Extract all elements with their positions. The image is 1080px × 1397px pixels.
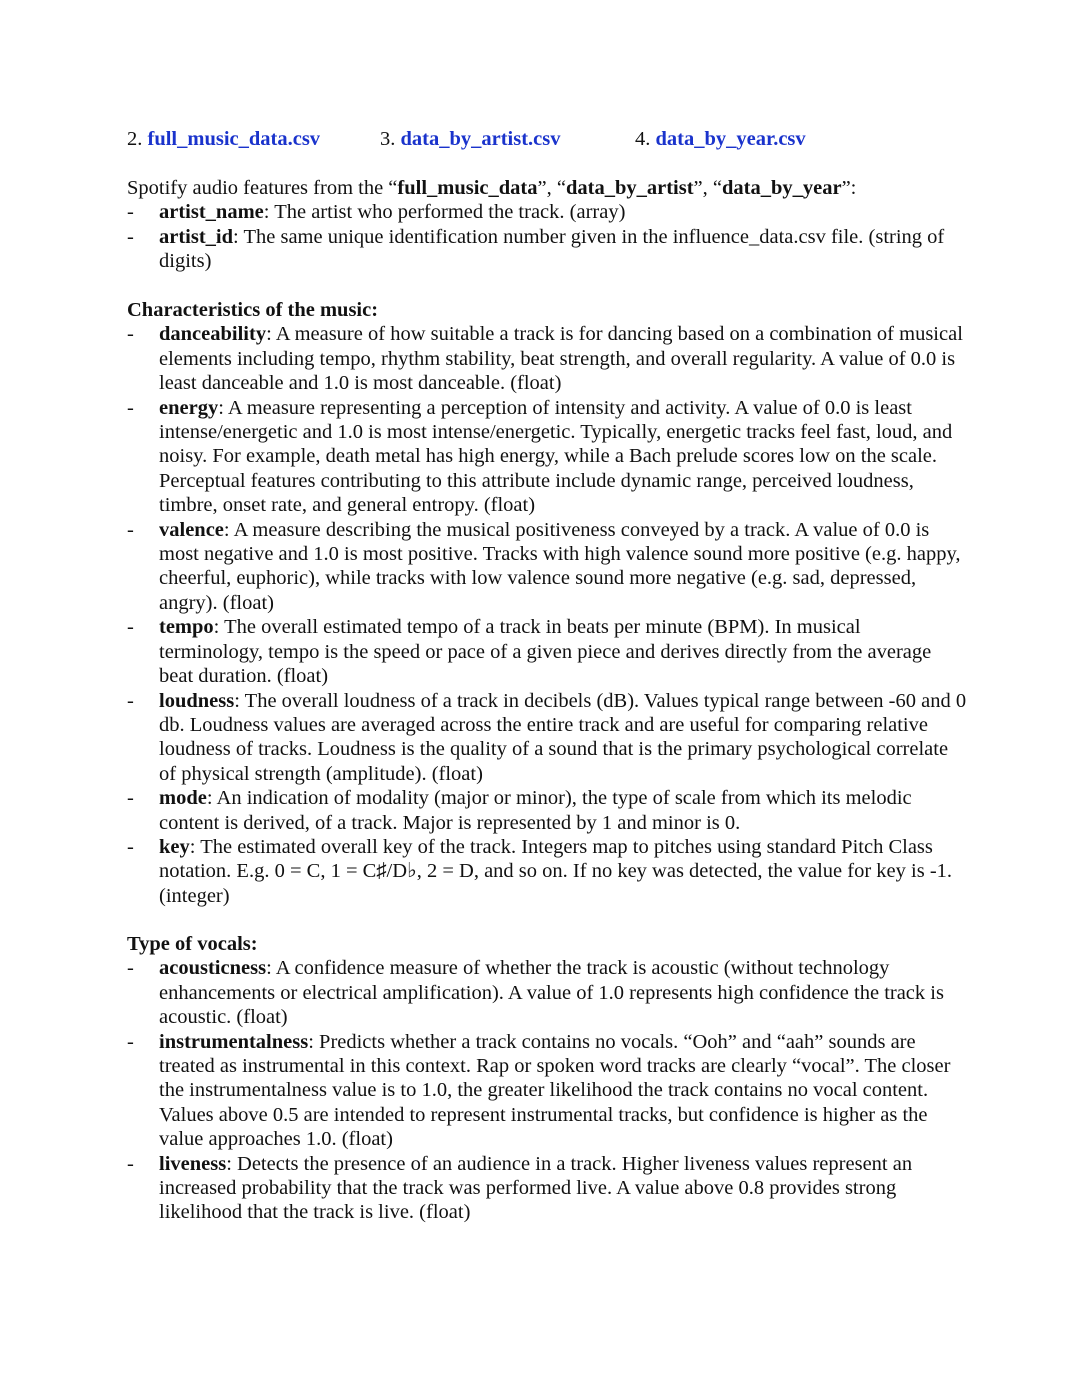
list-item: - instrumentalness: Predicts whether a track contains no vocals. “Ooh” and “aah” sounds are treated as instrumental in this context. Rap or spoken word tracks are clearly “vocal”. The closer the instrumentalness value is to 1.0, the greater likelihood the track contains no vocal content. Values above 0.5 are intended to represent instrumental tracks, but confidence is higher as the value approaches 1.0. (float) bbox=[127, 1030, 951, 1151]
intro-list bbox=[127, 200, 967, 273]
list-item: - mode: An indication of modality (major or minor), the type of scale from which its melodic content is derived, of a track. Major is represented by 1 and minor is 0. bbox=[127, 787, 912, 834]
list-item: - tempo: The overall estimated tempo of a track in beats per minute (BPM). In musical terminology, tempo is the speed or pace of a given piece and derives directly from the average beat duration. (float) bbox=[127, 616, 932, 688]
field-description: : A measure describing the musical positiveness conveyed by a track. A value of 0.0 is most negative and 1.0 is most positive. Tracks with high valence sound more positive (e.g. happy, cheerful, euphoric), while tracks with low valence sound more negative (e.g. sad, depressed, angry). (float) bbox=[159, 518, 961, 614]
list-item: - energy: A measure representing a perception of intensity and activity. A value of 0.0 is least intense/energetic and 1.0 is most intense/energetic. Typically, energetic tracks feel fast, loud, and noisy. For example, death metal has high energy, while a Bach prelude scores low on the scale. Perceptual features contributing to this attribute include dynamic range, perceived loudness, timbre, onset rate, and general entropy. (float) bbox=[127, 396, 953, 517]
field-term: artist_name bbox=[159, 201, 264, 224]
file-item bbox=[380, 127, 561, 151]
field-description: : Predicts whether a track contains no vocals. “Ooh” and “aah” sounds are treated as instrumental in this context. Rap or spoken word tracks are clearly “vocal”. The closer the instrumentalness value is to 1.0, the greater likelihood the track contains no vocal content. Values above 0.5 are intended to represent instrumental tracks, but confidence is higher as the value approaches 1.0. (float) bbox=[159, 1030, 951, 1151]
field-term: mode bbox=[159, 787, 207, 810]
intro-sentence bbox=[127, 176, 967, 200]
list-item: - liveness: Detects the presence of an audience in a track. Higher liveness values represent an increased probability that the track was performed live. A value above 0.8 provides strong likelihood that the track is live. (float) bbox=[127, 1152, 913, 1224]
file-number: 2. bbox=[127, 128, 143, 150]
field-term: danceability bbox=[159, 323, 267, 346]
field-description: : The overall estimated tempo of a track in beats per minute (BPM). In musical terminology, tempo is the speed or pace of a given piece and derives directly from the average beat duration. (float) bbox=[159, 616, 932, 688]
vocals-section bbox=[127, 932, 967, 1225]
list-item: - acousticness: A confidence measure of whether the track is acoustic (without technology enhancements or electrical amplification). A value of 1.0 represents high confidence the track is acoustic. (float) bbox=[127, 957, 944, 1029]
dataset-name: data_by_artist bbox=[565, 177, 694, 199]
characteristics-section bbox=[127, 298, 967, 908]
field-term: tempo bbox=[159, 616, 214, 639]
file-number: 4. bbox=[635, 128, 651, 150]
field-term: instrumentalness bbox=[159, 1030, 309, 1053]
field-description: : Detects the presence of an audience in a track. Higher liveness values represent an increased probability that the track was performed live. A value above 0.8 provides strong likelihood that the track is live. (float) bbox=[159, 1152, 913, 1224]
field-term: energy bbox=[159, 396, 219, 419]
intro-text: ”, “ bbox=[537, 177, 566, 199]
field-term: liveness bbox=[159, 1152, 227, 1175]
file-name-link[interactable]: data_by_artist.csv bbox=[400, 128, 561, 150]
field-term: artist_id bbox=[159, 225, 234, 248]
list-item: - key: The estimated overall key of the track. Integers map to pitches using standard Pitch Class notation. E.g. 0 = C, 1 = C♯/D♭, 2 = D, and so on. If no key was detected, the value for key is -1. (integer) bbox=[127, 835, 953, 907]
intro-text: ”: bbox=[841, 177, 857, 199]
list-item: - artist_id: The same unique identification number given in the influence_data.csv file. (string of digits) bbox=[127, 225, 945, 273]
field-description: : The same unique identification number given in the influence_data.csv file. (string of digits) bbox=[159, 225, 945, 273]
field-description: : A confidence measure of whether the track is acoustic (without technology enhancements or electrical amplification). A value of 1.0 represents high confidence the track is acoustic. (float) bbox=[159, 957, 944, 1029]
intro-section bbox=[127, 176, 967, 274]
file-item bbox=[127, 127, 320, 151]
field-description: : An indication of modality (major or minor), the type of scale from which its melodic content is derived, of a track. Major is represented by 1 and minor is 0. bbox=[159, 787, 912, 834]
list-item: - loudness: The overall loudness of a track in decibels (dB). Values typical range between -60 and 0 db. Loudness values are averaged across the entire track and are useful for comparing relative loudness of tracks. Loudness is the quality of a sound that is the primary psychological correlate of physical strength (amplitude). (float) bbox=[127, 689, 967, 785]
file-item bbox=[635, 127, 806, 151]
field-term: acousticness bbox=[159, 957, 267, 980]
list-item: - valence: A measure describing the musical positiveness conveyed by a track. A value of 0.0 is most negative and 1.0 is most positive. Tracks with high valence sound more positive (e.g. happy, cheerful, euphoric), while tracks with low valence sound more negative (e.g. sad, depressed, angry). (float) bbox=[127, 518, 961, 614]
field-description: : A measure representing a perception of intensity and activity. A value of 0.0 is least intense/energetic and 1.0 is most intense/energetic. Typically, energetic tracks feel fast, loud, and noisy. For example, death metal has high energy, while a Bach prelude scores low on the scale. Perceptual features contributing to this attribute include dynamic range, perceived loudness, timbre, onset rate, and general entropy. (float) bbox=[159, 396, 953, 517]
file-name-link[interactable]: full_music_data.csv bbox=[147, 128, 321, 150]
file-number: 3. bbox=[380, 128, 396, 150]
file-name-link[interactable]: data_by_year.csv bbox=[655, 128, 806, 150]
field-description: : The estimated overall key of the track. Integers map to pitches using standard Pitch Class notation. E.g. 0 = C, 1 = C♯/D♭, 2 = D, and so on. If no key was detected, the value for key is -1. (integer) bbox=[159, 835, 953, 907]
vocals-list bbox=[127, 956, 967, 1224]
field-term: loudness bbox=[159, 689, 235, 712]
section-heading: Characteristics of the music: bbox=[127, 299, 379, 321]
field-description: : The overall loudness of a track in decibels (dB). Values typical range between -60 and 0 db. Loudness values are averaged across the entire track and are useful for comparing relative loudness of tracks. Loudness is the quality of a sound that is the primary psychological correlate of physical strength (amplitude). (float) bbox=[159, 689, 967, 785]
intro-text: Spotify audio features from the “ bbox=[127, 177, 398, 199]
field-description: : A measure of how suitable a track is for dancing based on a combination of musical elements including tempo, rhythm stability, beat strength, and overall regularity. A value of 0.0 is least danceable and 1.0 is most danceable. (float) bbox=[159, 323, 963, 395]
field-term: key bbox=[159, 835, 190, 858]
dataset-name: full_music_data bbox=[397, 177, 538, 199]
list-item: - artist_name: The artist who performed the track. (array) bbox=[127, 201, 626, 224]
field-term: valence bbox=[159, 518, 224, 541]
section-heading: Type of vocals: bbox=[127, 933, 258, 955]
field-description: : The artist who performed the track. (array) bbox=[263, 201, 626, 224]
characteristics-list bbox=[127, 322, 967, 908]
list-item: - danceability: A measure of how suitable a track is for dancing based on a combination of musical elements including tempo, rhythm stability, beat strength, and overall regularity. A value of 0.0 is least danceable and 1.0 is most danceable. (float) bbox=[127, 323, 963, 395]
intro-text: ”, “ bbox=[693, 177, 722, 199]
dataset-name: data_by_year bbox=[721, 177, 842, 199]
